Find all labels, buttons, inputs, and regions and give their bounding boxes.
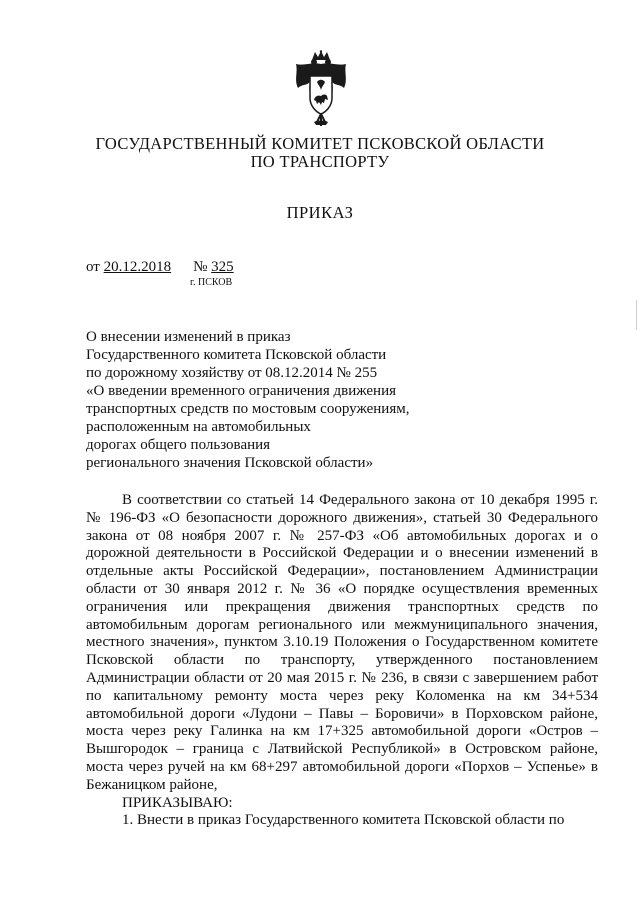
subject-line: регионального значения Псковской области» (86, 455, 374, 471)
organization-name (0, 135, 640, 171)
organization-line-2: ПО ТРАНСПОРТУ (250, 152, 390, 171)
subject-line: транспортных средств по мостовым сооружениям, (86, 401, 410, 417)
preamble-paragraph: В соответствии со статьей 14 Федерального закона от 10 декабря 1995 г. № 196-ФЗ «О безопасности дорожного движения», статьей 30 Федерального закона от 08 ноября 2007 г. № 257-ФЗ «Об автомобильных дорогах и о дорожной деятельности в Российской Федерации и о внесении изменений в отдельные акты Российской Федерации», постановлением Администрации области от 30 января 2012 г. № 36 «О порядке осуществления временных ограничения или прекращения движения транспортных средств по автомобильным дорогам регионального или межмуниципального значения, местного значения», пунктом 3.10.19 Положения о Государственном комитете Псковской области по транспорту, утвержденного постановлением Администрации области от 20 мая 2015 г. № 236, в связи с завершением работ по капитальному ремонту моста через реку Коломенка на км 34+534 автомобильной дороги «Лудони – Павы – Боровичи» в Порховском районе, моста через реку Галинка на км 17+325 автомобильной дороги «Остров – Вышгородок – граница с Латвийской Республикой» в Островском районе, моста через ручей на км 68+297 автомобильной дороги «Порхов – Успенье» в Бежаницком районе, (86, 492, 598, 793)
order-item-1: 1. Внести в приказ Государственного комитета Псковской области по (122, 812, 565, 829)
subject-line: по дорожному хозяйству от 08.12.2014 № 255 (86, 365, 378, 381)
city-label: г. ПСКОВ (190, 277, 233, 288)
document-type: ПРИКАЗ (286, 203, 354, 222)
body-text (86, 492, 598, 830)
document-date: 20.12.2018 (103, 259, 172, 275)
date-prefix: от (86, 259, 104, 275)
subject-line: О внесении изменений в приказ (86, 329, 291, 345)
subject-line: дорогах общего пользования (86, 437, 271, 453)
subject-line: Государственного комитета Псковской области (86, 347, 387, 363)
document-number: 325 (211, 259, 234, 275)
number-prefix: № (193, 259, 212, 275)
subject-line: «О введении временного ограничения движения (86, 383, 397, 399)
scan-edge-mark (636, 300, 637, 330)
subject-block (86, 328, 416, 472)
organization-line-1: ГОСУДАРСТВЕННЫЙ КОМИТЕТ ПСКОВСКОЙ ОБЛАСТИ (95, 134, 545, 153)
subject-line: расположенным на автомобильных (86, 419, 311, 435)
coat-of-arms-icon (290, 50, 352, 128)
order-word: ПРИКАЗЫВАЮ: (122, 794, 233, 811)
date-number-line (86, 259, 234, 276)
